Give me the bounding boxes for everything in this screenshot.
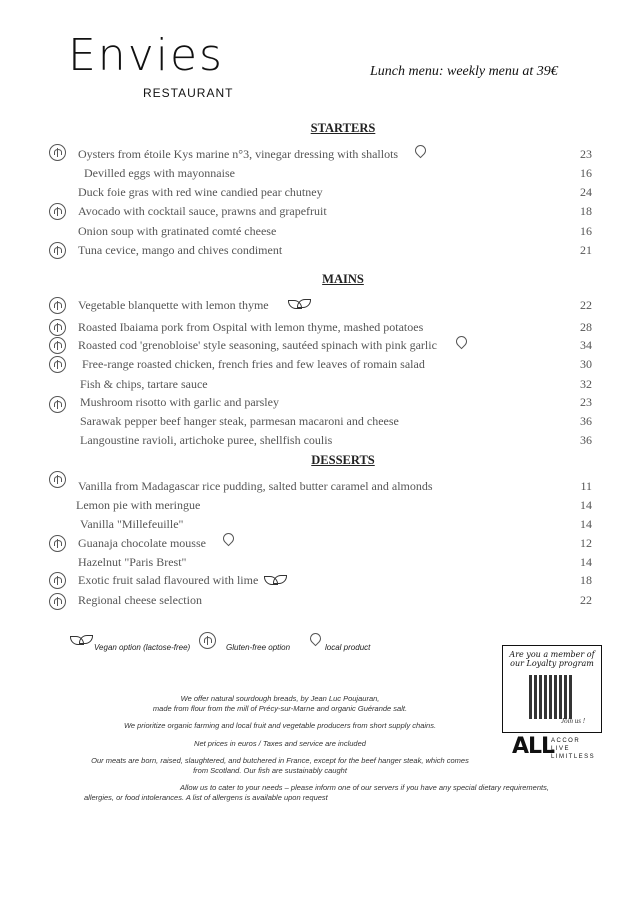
note-prices: Net prices in euros / Taxes and service are included bbox=[194, 739, 366, 748]
menu-item-price: 18 bbox=[580, 573, 592, 587]
loyalty-join: Join us ! bbox=[561, 717, 586, 725]
menu-item: Duck foie gras with red wine candied pear chutney bbox=[78, 185, 323, 199]
menu-item: Free-range roasted chicken, french fries and few leaves of romain salad bbox=[82, 357, 425, 371]
section-mains-title: MAINS bbox=[322, 272, 364, 286]
legend-gluten-free: Gluten-free option bbox=[226, 643, 291, 652]
menu-item-price: 14 bbox=[580, 517, 592, 531]
note-meat-2: from Scotland. Our fish are sustainably caught bbox=[193, 766, 347, 775]
note-meat-1: Our meats are born, raised, slaughtered, and butchered in France, except for the beef hanger steak, which comes bbox=[91, 756, 469, 765]
menu-item-price: 24 bbox=[580, 185, 592, 199]
restaurant-logo-subtitle: RESTAURANT bbox=[143, 86, 234, 100]
all-sub-accor: ACCOR bbox=[551, 738, 581, 744]
menu-item-price: 30 bbox=[580, 357, 592, 371]
menu-item: Vegetable blanquette with lemon thyme bbox=[78, 298, 269, 312]
loyalty-text bbox=[506, 650, 598, 668]
menu-item-price: 16 bbox=[580, 224, 592, 238]
vegan-icon bbox=[79, 635, 93, 644]
menu-item-price: 22 bbox=[580, 298, 592, 312]
gluten-free-icon bbox=[49, 572, 66, 589]
gluten-free-icon bbox=[49, 593, 66, 610]
menu-item-price: 28 bbox=[580, 320, 592, 334]
note-organic: We prioritize organic farming and local fruit and vegetable producers from short supply chains. bbox=[123, 721, 437, 730]
note-bread-2: made from flour from the mill of Précy-sur-Marne and organic Guérande salt. bbox=[152, 704, 408, 713]
menu-item-price: 14 bbox=[580, 498, 592, 512]
menu-item: Exotic fruit salad flavoured with lime bbox=[78, 573, 259, 587]
gluten-free-icon bbox=[49, 242, 66, 259]
menu-item-price: 18 bbox=[580, 204, 592, 218]
loyalty-line-1: Are you a member of bbox=[509, 650, 595, 659]
vegan-icon bbox=[273, 575, 287, 584]
menu-item-price: 32 bbox=[580, 377, 592, 391]
menu-subtitle: Lunch menu: weekly menu at 39€ bbox=[370, 64, 558, 79]
note-allergy-2: allergies, or food intolerances. A list of allergens is available upon request bbox=[84, 793, 328, 802]
note-bread-1: We offer natural sourdough breads, by Jean Luc Poujauran, bbox=[180, 694, 380, 703]
menu-item: Oysters from étoile Kys marine n°3, vinegar dressing with shallots bbox=[78, 147, 399, 161]
local-product-icon bbox=[454, 334, 470, 350]
menu-item: Devilled eggs with mayonnaise bbox=[84, 166, 235, 180]
all-logo-subtitle bbox=[551, 737, 595, 761]
loyalty-line-2: our Loyalty program bbox=[510, 659, 594, 668]
menu-item: Langoustine ravioli, artichoke puree, shellfish coulis bbox=[80, 433, 333, 447]
menu-item-price: 36 bbox=[580, 414, 592, 428]
menu-item-price: 23 bbox=[580, 147, 592, 161]
menu-item-price: 34 bbox=[580, 338, 592, 352]
menu-item-price: 14 bbox=[580, 555, 592, 569]
menu-item: Avocado with cocktail sauce, prawns and grapefruit bbox=[78, 204, 327, 218]
menu-item-price: 16 bbox=[580, 166, 592, 180]
gluten-free-icon bbox=[49, 203, 66, 220]
local-product-icon bbox=[308, 631, 324, 647]
restaurant-logo: Envies bbox=[68, 30, 224, 81]
legend-local: local product bbox=[325, 643, 371, 652]
menu-item: Roasted Ibaiama pork from Ospital with lemon thyme, mashed potatoes bbox=[78, 320, 424, 334]
gluten-free-icon bbox=[199, 632, 216, 649]
gluten-free-icon bbox=[49, 144, 66, 161]
gluten-free-icon bbox=[49, 471, 66, 488]
menu-item-price: 36 bbox=[580, 433, 592, 447]
qr-code-icon[interactable] bbox=[529, 675, 573, 719]
all-sub-live: LIVE bbox=[551, 746, 571, 752]
local-product-icon bbox=[221, 531, 237, 547]
gluten-free-icon bbox=[49, 396, 66, 413]
gluten-free-icon bbox=[49, 356, 66, 373]
local-product-icon bbox=[413, 143, 429, 159]
gluten-free-icon bbox=[49, 319, 66, 336]
menu-item: Lemon pie with meringue bbox=[76, 498, 201, 512]
all-logo: ALL bbox=[512, 734, 555, 759]
menu-item: Hazelnut "Paris Brest" bbox=[78, 555, 187, 569]
note-allergy-1: Allow us to cater to your needs – please inform one of our servers if you have any special dietary requirements, bbox=[180, 783, 549, 792]
menu-item-price: 11 bbox=[580, 479, 592, 493]
section-desserts-title: DESSERTS bbox=[311, 453, 375, 467]
menu-item: Guanaja chocolate mousse bbox=[78, 536, 206, 550]
menu-item: Onion soup with gratinated comté cheese bbox=[78, 224, 277, 238]
menu-item: Vanilla "Millefeuille" bbox=[80, 517, 184, 531]
menu-item: Sarawak pepper beef hanger steak, parmesan macaroni and cheese bbox=[80, 414, 399, 428]
menu-item: Roasted cod 'grenobloise' style seasoning, sautéed spinach with pink garlic bbox=[78, 338, 437, 352]
gluten-free-icon bbox=[49, 535, 66, 552]
all-sub-limitless: LIMITLESS bbox=[551, 754, 596, 760]
section-starters-title: STARTERS bbox=[310, 121, 376, 135]
gluten-free-icon bbox=[49, 337, 66, 354]
menu-item: Mushroom risotto with garlic and parsley bbox=[80, 395, 279, 409]
menu-item: Vanilla from Madagascar rice pudding, salted butter caramel and almonds bbox=[78, 479, 433, 493]
menu-item-price: 23 bbox=[580, 395, 592, 409]
menu-item: Fish & chips, tartare sauce bbox=[80, 377, 208, 391]
menu-item-price: 12 bbox=[580, 536, 592, 550]
vegan-icon bbox=[297, 299, 311, 308]
menu-item: Regional cheese selection bbox=[78, 593, 202, 607]
legend-vegan: Vegan option (lactose-free) bbox=[94, 643, 191, 652]
menu-item: Tuna cevice, mango and chives condiment bbox=[78, 243, 283, 257]
menu-item-price: 22 bbox=[580, 593, 592, 607]
gluten-free-icon bbox=[49, 297, 66, 314]
menu-item-price: 21 bbox=[580, 243, 592, 257]
